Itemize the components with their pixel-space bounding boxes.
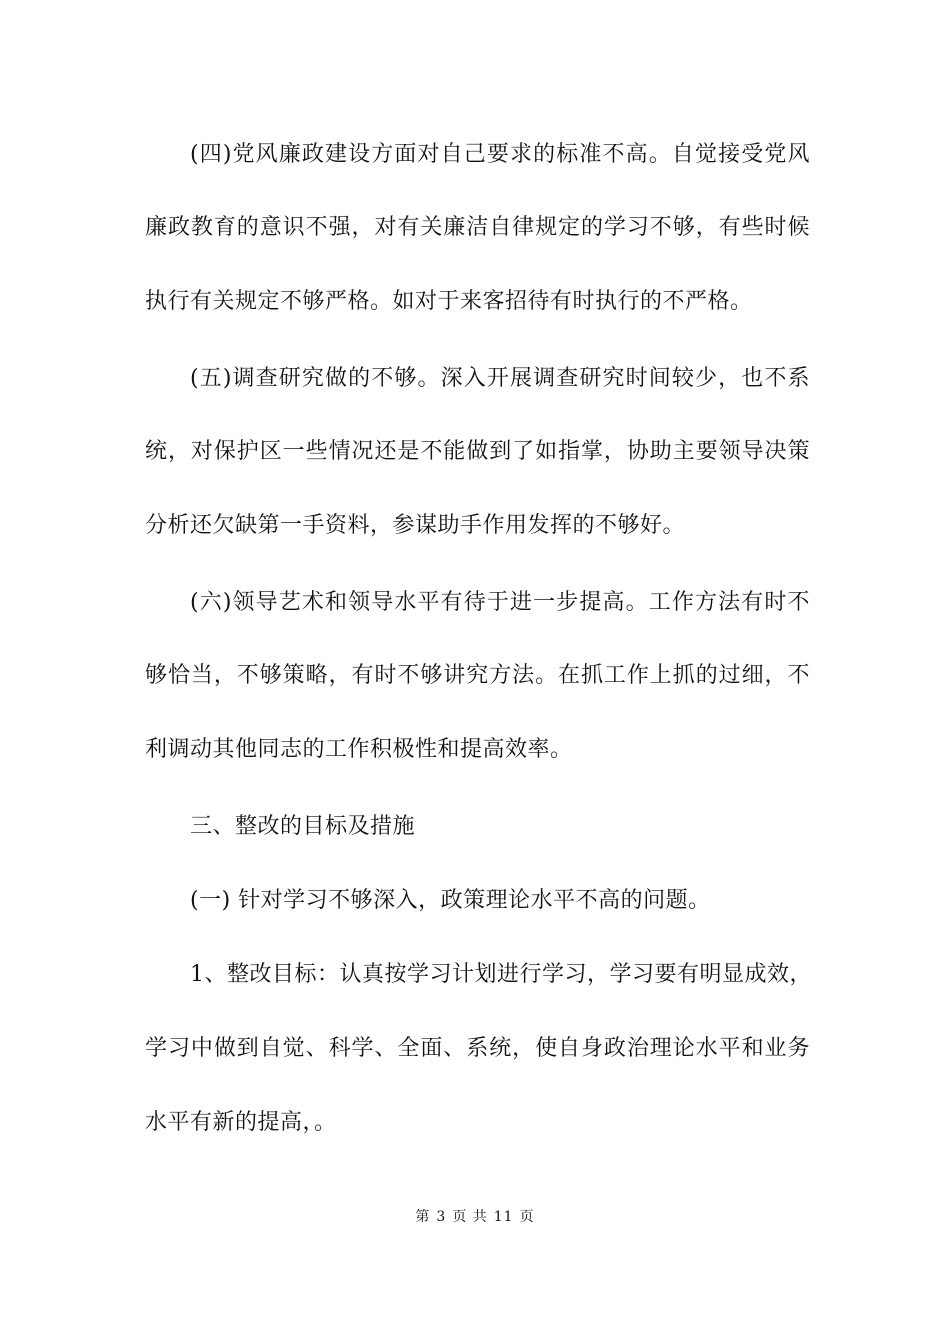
paragraph-line: (四)党风廉政建设方面对自己要求的标准不高。自觉接受党风	[190, 142, 810, 167]
paragraph-line: 分析还欠缺第一手资料，参谋助手作用发挥的不够好。	[145, 513, 686, 538]
page-label-prefix: 第	[415, 1209, 431, 1225]
page-footer	[0, 1207, 950, 1227]
paragraph-line: 廉政教育的意识不强，对有关廉洁自律规定的学习不够，有些时候	[145, 215, 810, 240]
paragraph-line: 利调动其他同志的工作积极性和提高效率。	[145, 737, 573, 762]
paragraph-line: 够恰当，不够策略，有时不够讲究方法。在抓工作上抓的过细，不	[145, 663, 810, 688]
page-label-suffix: 页	[519, 1209, 535, 1225]
paragraph-line: (五)调查研究做的不够。深入开展调查研究时间较少，也不系	[190, 366, 810, 391]
paragraph-line: 学习中做到自觉、科学、全面、系统，使自身政治理论水平和业务	[145, 1036, 810, 1061]
current-page-number: 3	[436, 1209, 447, 1225]
paragraph-line: (六)领导艺术和领导水平有待于进一步提高。工作方法有时不	[190, 590, 810, 615]
section-heading: 三、整改的目标及措施	[190, 814, 416, 839]
total-page-count: 11	[493, 1209, 514, 1225]
subsection-heading: (一) 针对学习不够深入，政策理论水平不高的问题。	[190, 888, 711, 913]
paragraph-line: 统，对保护区一些情况还是不能做到了如指掌，协助主要领导决策	[145, 439, 810, 464]
paragraph-line: 水平有新的提高，。	[145, 1110, 337, 1135]
page-label-middle: 页 共	[452, 1209, 488, 1225]
paragraph-line: 1、整改目标：认真按学习计划进行学习，学习要有明显成效，	[190, 962, 812, 987]
paragraph-line: 执行有关规定不够严格。如对于来客招待有时执行的不严格。	[145, 289, 753, 314]
